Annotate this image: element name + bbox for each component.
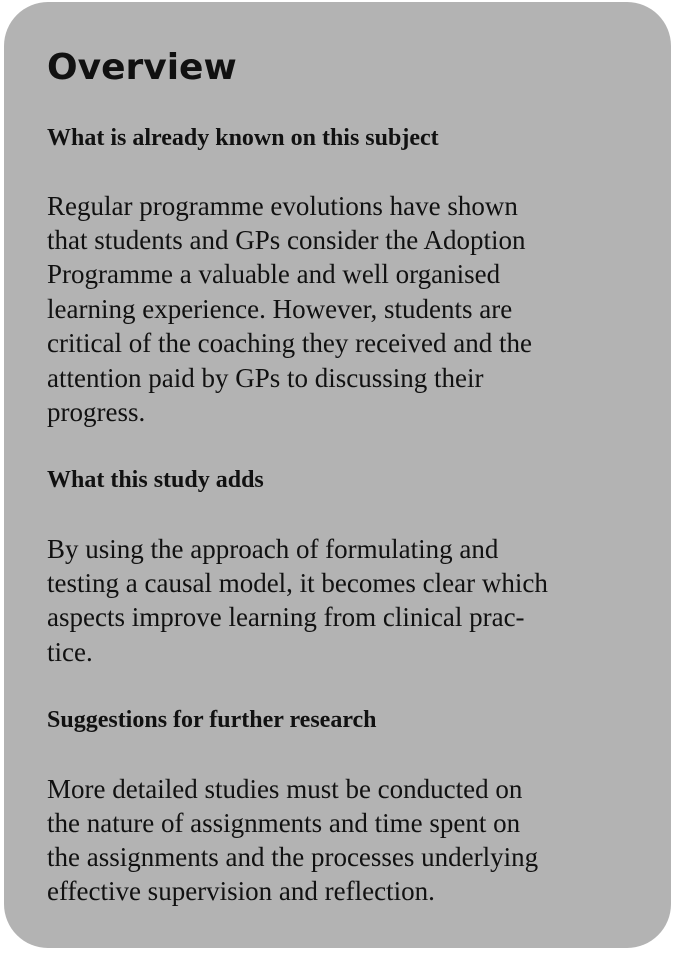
section-suggestions-line: effective supervision and reflection. (47, 876, 435, 906)
overview-title: Overview (47, 47, 237, 88)
section-known-line: Regular programme evolutions have shown (47, 191, 518, 221)
section-suggestions-line: the assignments and the processes underlying (47, 842, 539, 872)
section-known-line: Programme a valuable and well organised (47, 259, 501, 289)
section-known-line: learning experience. However, students are (47, 294, 513, 324)
section-heading-adds: What this study adds (47, 467, 264, 493)
section-adds-line: aspects improve learning from clinical prac- (47, 602, 525, 632)
section-suggestions-line: More detailed studies must be conducted on (47, 774, 523, 804)
section-suggestions-line: the nature of assignments and time spent on (47, 808, 521, 838)
section-adds-line: testing a causal model, it becomes clear which (47, 568, 548, 598)
section-adds-line: By using the approach of formulating and (47, 534, 499, 564)
section-known-line: that students and GPs consider the Adoption (47, 225, 526, 255)
section-heading-known: What is already known on this subject (47, 125, 439, 151)
section-adds-line: tice. (47, 637, 93, 667)
section-known-line: critical of the coaching they received and the (47, 328, 533, 358)
section-known-line: progress. (47, 397, 146, 427)
section-heading-suggestions: Suggestions for further research (47, 707, 377, 733)
section-known-line: attention paid by GPs to discussing their (47, 363, 484, 393)
